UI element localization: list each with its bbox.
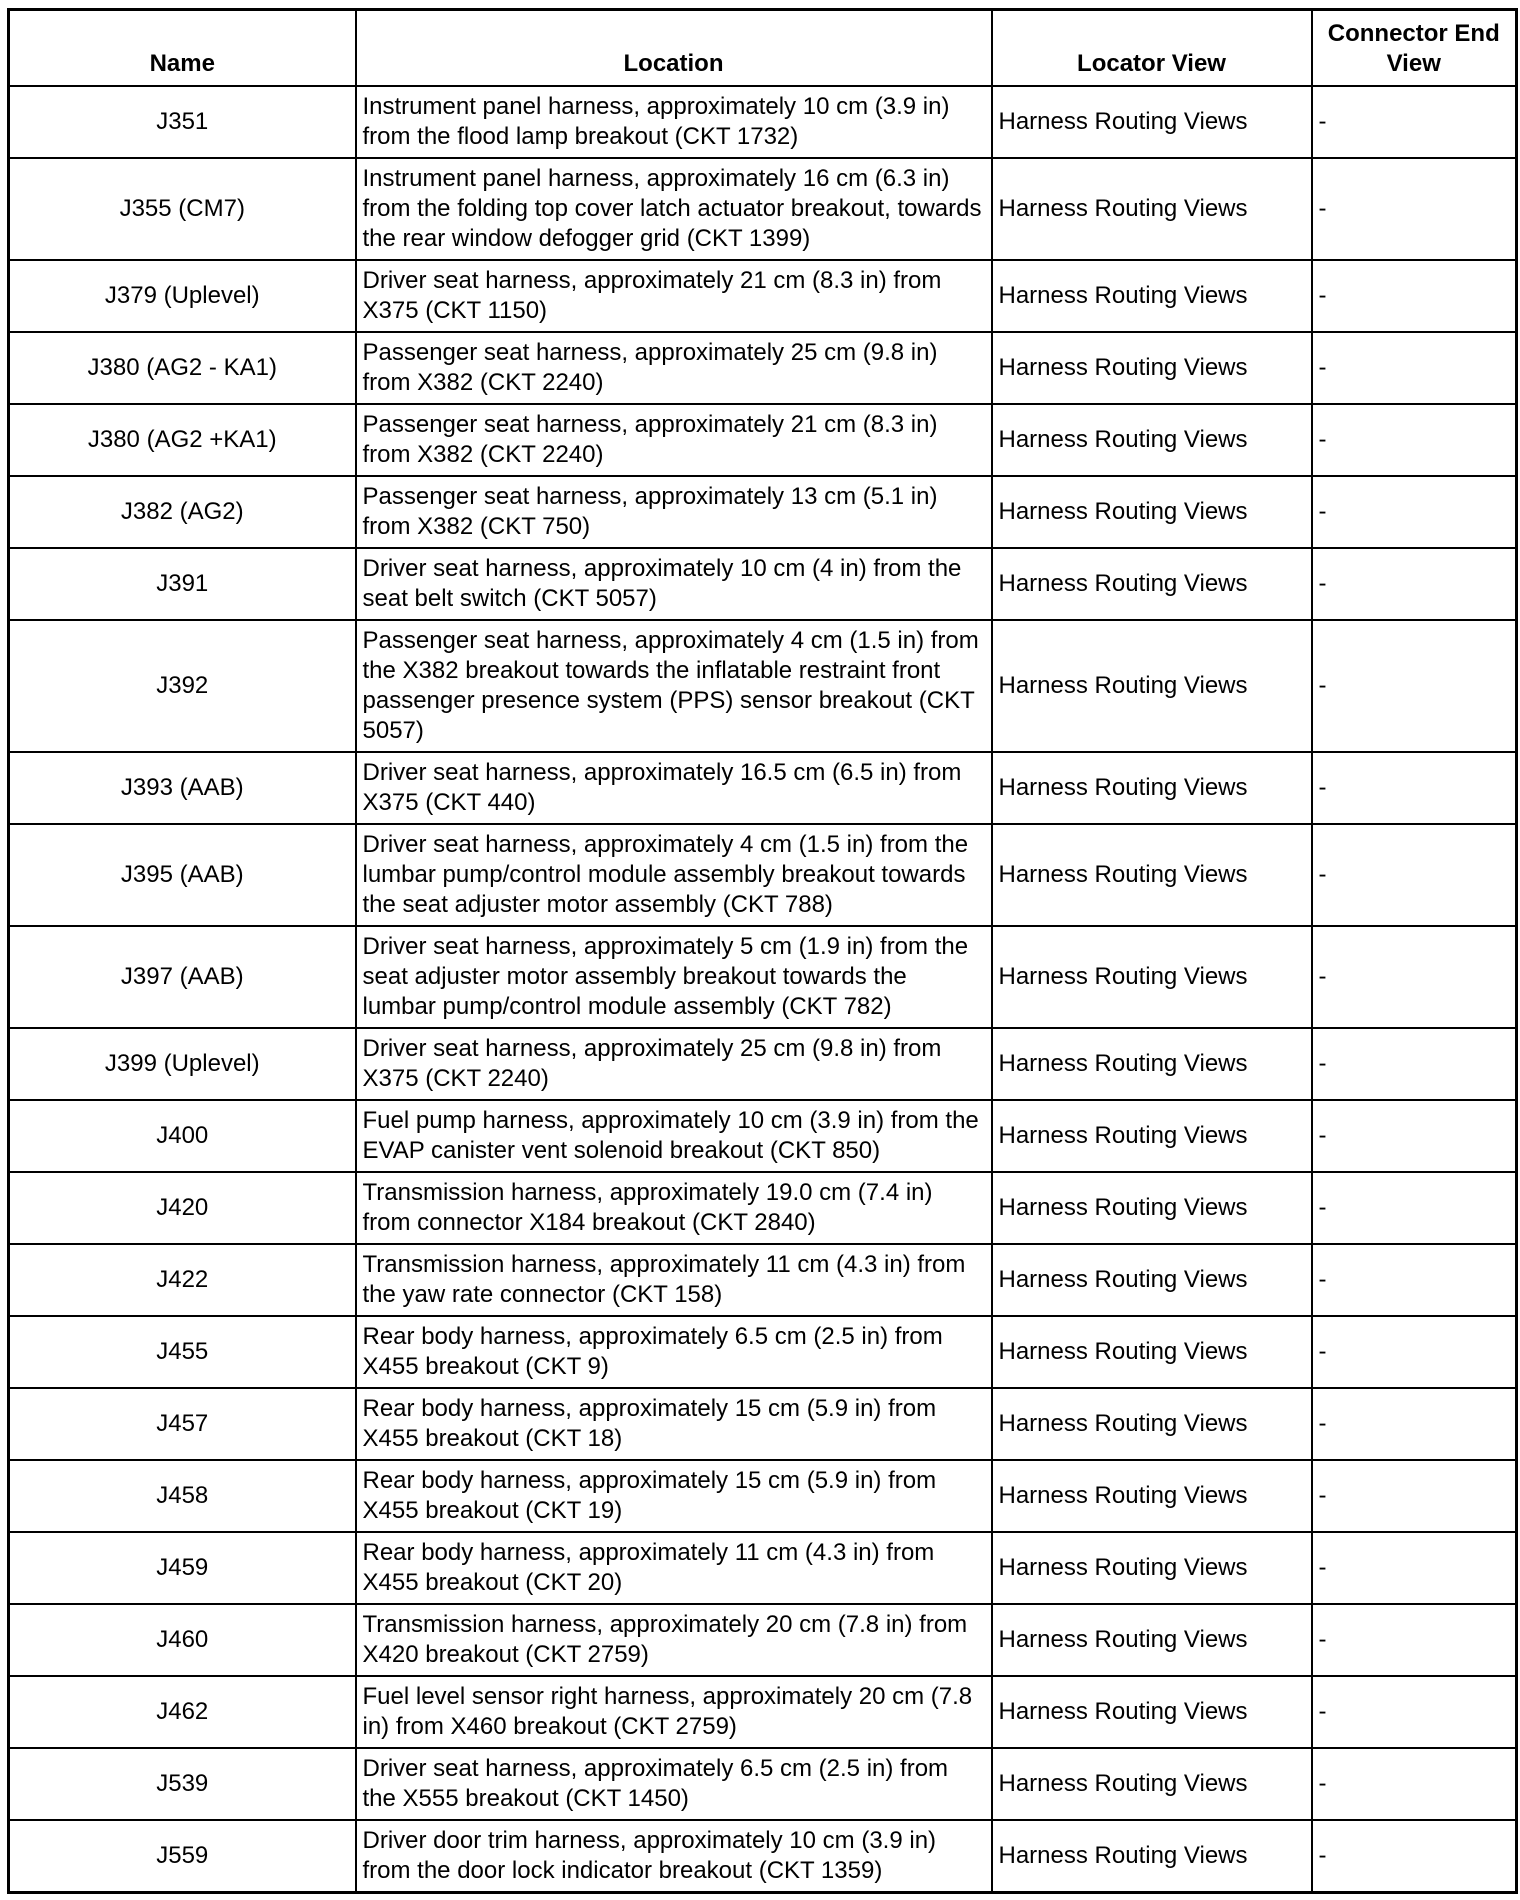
cell-locator-view: Harness Routing Views [992,1100,1312,1172]
table-row [9,1244,1517,1316]
cell-connector-end-view: - [1312,158,1517,260]
cell-name: J382 (AG2) [9,476,356,548]
cell-location: Fuel pump harness, approximately 10 cm (3.9 in) from the EVAP canister vent solenoid breakout (CKT 850) [356,1100,992,1172]
cell-name: J422 [9,1244,356,1316]
cell-locator-view: Harness Routing Views [992,476,1312,548]
cell-location: Driver seat harness, approximately 10 cm (4 in) from the seat belt switch (CKT 5057) [356,548,992,620]
cell-name: J380 (AG2 - KA1) [9,332,356,404]
cell-name: J462 [9,1676,356,1748]
cell-location: Passenger seat harness, approximately 21 cm (8.3 in) from X382 (CKT 2240) [356,404,992,476]
cell-locator-view: Harness Routing Views [992,752,1312,824]
cell-connector-end-view: - [1312,260,1517,332]
cell-connector-end-view: - [1312,404,1517,476]
cell-locator-view: Harness Routing Views [992,1748,1312,1820]
cell-locator-view: Harness Routing Views [992,1604,1312,1676]
cell-location: Driver seat harness, approximately 4 cm (1.5 in) from the lumbar pump/control module assembly breakout towards the seat adjuster motor assembly (CKT 788) [356,824,992,926]
cell-name: J355 (CM7) [9,158,356,260]
cell-locator-view: Harness Routing Views [992,1676,1312,1748]
table-row [9,926,1517,1028]
cell-locator-view: Harness Routing Views [992,404,1312,476]
cell-connector-end-view: - [1312,1100,1517,1172]
header-connector-end-view: Connector End View [1312,10,1517,87]
cell-locator-view: Harness Routing Views [992,1820,1312,1893]
table-row [9,1532,1517,1604]
cell-location: Driver seat harness, approximately 16.5 cm (6.5 in) from X375 (CKT 440) [356,752,992,824]
cell-name: J459 [9,1532,356,1604]
cell-name: J380 (AG2 +KA1) [9,404,356,476]
cell-name: J395 (AAB) [9,824,356,926]
cell-locator-view: Harness Routing Views [992,1028,1312,1100]
cell-name: J399 (Uplevel) [9,1028,356,1100]
cell-connector-end-view: - [1312,752,1517,824]
cell-name: J392 [9,620,356,752]
table-row [9,158,1517,260]
cell-locator-view: Harness Routing Views [992,1460,1312,1532]
table-row [9,1820,1517,1893]
table-row [9,1676,1517,1748]
table-row [9,86,1517,158]
cell-connector-end-view: - [1312,332,1517,404]
cell-connector-end-view: - [1312,1532,1517,1604]
table-row [9,1100,1517,1172]
cell-name: J455 [9,1316,356,1388]
table-row [9,1316,1517,1388]
table-row [9,548,1517,620]
cell-location: Rear body harness, approximately 15 cm (5.9 in) from X455 breakout (CKT 19) [356,1460,992,1532]
cell-name: J420 [9,1172,356,1244]
header-name: Name [9,10,356,87]
table-row [9,620,1517,752]
cell-locator-view: Harness Routing Views [992,1244,1312,1316]
table-row [9,476,1517,548]
cell-location: Transmission harness, approximately 20 cm (7.8 in) from X420 breakout (CKT 2759) [356,1604,992,1676]
cell-location: Rear body harness, approximately 11 cm (4.3 in) from X455 breakout (CKT 20) [356,1532,992,1604]
cell-name: J457 [9,1388,356,1460]
cell-connector-end-view: - [1312,1244,1517,1316]
header-locator-view: Locator View [992,10,1312,87]
cell-locator-view: Harness Routing Views [992,1316,1312,1388]
cell-connector-end-view: - [1312,926,1517,1028]
cell-location: Driver seat harness, approximately 5 cm (1.9 in) from the seat adjuster motor assembly breakout towards the lumbar pump/control module assembly (CKT 782) [356,926,992,1028]
cell-locator-view: Harness Routing Views [992,260,1312,332]
cell-location: Driver seat harness, approximately 6.5 cm (2.5 in) from the X555 breakout (CKT 1450) [356,1748,992,1820]
cell-locator-view: Harness Routing Views [992,1388,1312,1460]
cell-name: J379 (Uplevel) [9,260,356,332]
cell-name: J397 (AAB) [9,926,356,1028]
cell-connector-end-view: - [1312,1604,1517,1676]
cell-locator-view: Harness Routing Views [992,332,1312,404]
cell-connector-end-view: - [1312,1460,1517,1532]
cell-name: J458 [9,1460,356,1532]
cell-connector-end-view: - [1312,1748,1517,1820]
table-row [9,332,1517,404]
cell-location: Driver seat harness, approximately 25 cm (9.8 in) from X375 (CKT 2240) [356,1028,992,1100]
table-row [9,824,1517,926]
table-row [9,1172,1517,1244]
cell-locator-view: Harness Routing Views [992,1172,1312,1244]
table-header-row [9,10,1517,87]
header-location: Location [356,10,992,87]
cell-connector-end-view: - [1312,1676,1517,1748]
cell-location: Driver seat harness, approximately 21 cm (8.3 in) from X375 (CKT 1150) [356,260,992,332]
cell-connector-end-view: - [1312,86,1517,158]
harness-splice-table [7,8,1518,1894]
cell-location: Passenger seat harness, approximately 25 cm (9.8 in) from X382 (CKT 2240) [356,332,992,404]
cell-location: Passenger seat harness, approximately 13 cm (5.1 in) from X382 (CKT 750) [356,476,992,548]
cell-connector-end-view: - [1312,1316,1517,1388]
cell-locator-view: Harness Routing Views [992,1532,1312,1604]
cell-location: Passenger seat harness, approximately 4 cm (1.5 in) from the X382 breakout towards the inflatable restraint front passenger presence system (PPS) sensor breakout (CKT 5057) [356,620,992,752]
cell-location: Driver door trim harness, approximately 10 cm (3.9 in) from the door lock indicator breakout (CKT 1359) [356,1820,992,1893]
cell-name: J539 [9,1748,356,1820]
cell-locator-view: Harness Routing Views [992,824,1312,926]
cell-name: J391 [9,548,356,620]
cell-locator-view: Harness Routing Views [992,158,1312,260]
cell-connector-end-view: - [1312,824,1517,926]
cell-name: J351 [9,86,356,158]
cell-locator-view: Harness Routing Views [992,548,1312,620]
cell-name: J559 [9,1820,356,1893]
cell-name: J460 [9,1604,356,1676]
table-row [9,404,1517,476]
cell-location: Transmission harness, approximately 11 cm (4.3 in) from the yaw rate connector (CKT 158) [356,1244,992,1316]
table-row [9,260,1517,332]
table-row [9,1028,1517,1100]
cell-locator-view: Harness Routing Views [992,86,1312,158]
table-row [9,752,1517,824]
table-row [9,1460,1517,1532]
cell-name: J400 [9,1100,356,1172]
cell-location: Rear body harness, approximately 15 cm (5.9 in) from X455 breakout (CKT 18) [356,1388,992,1460]
table-row [9,1388,1517,1460]
cell-locator-view: Harness Routing Views [992,620,1312,752]
cell-connector-end-view: - [1312,1388,1517,1460]
cell-connector-end-view: - [1312,1028,1517,1100]
table-row [9,1604,1517,1676]
cell-connector-end-view: - [1312,1172,1517,1244]
cell-location: Instrument panel harness, approximately 10 cm (3.9 in) from the flood lamp breakout (CKT 1732) [356,86,992,158]
cell-connector-end-view: - [1312,1820,1517,1893]
cell-connector-end-view: - [1312,548,1517,620]
cell-location: Fuel level sensor right harness, approximately 20 cm (7.8 in) from X460 breakout (CKT 2759) [356,1676,992,1748]
cell-name: J393 (AAB) [9,752,356,824]
cell-connector-end-view: - [1312,620,1517,752]
cell-location: Rear body harness, approximately 6.5 cm (2.5 in) from X455 breakout (CKT 9) [356,1316,992,1388]
cell-connector-end-view: - [1312,476,1517,548]
cell-location: Transmission harness, approximately 19.0 cm (7.4 in) from connector X184 breakout (CKT 2840) [356,1172,992,1244]
table-row [9,1748,1517,1820]
cell-locator-view: Harness Routing Views [992,926,1312,1028]
cell-location: Instrument panel harness, approximately 16 cm (6.3 in) from the folding top cover latch actuator breakout, towards the rear window defogger grid (CKT 1399) [356,158,992,260]
